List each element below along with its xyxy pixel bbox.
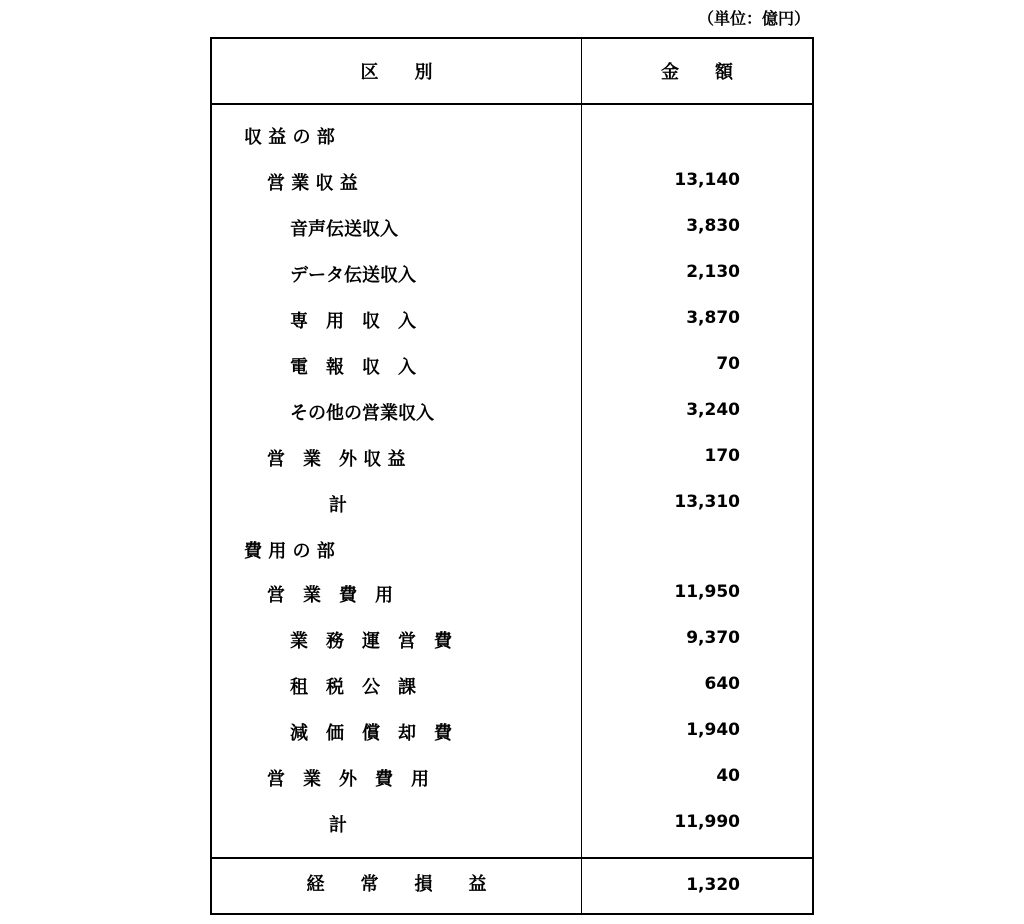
row-value: 1,940 [686,720,740,740]
table-row [212,399,812,429]
table-row [212,123,812,153]
table-row [212,261,812,291]
footer-row [212,870,812,900]
row-label-non-operating-revenue: 営 業 外 収 益 [267,449,406,470]
table-row [212,765,812,795]
table-row [212,581,812,611]
ordinary-profit-label: 経 常 損 益 [306,874,487,895]
row-value: 3,870 [686,308,740,328]
table-row [212,215,812,245]
row-value: 2,130 [686,262,740,282]
row-value: 13,310 [674,492,740,512]
row-value: 170 [704,446,740,466]
row-label-depreciation: 減 価 償 却 費 [290,723,452,744]
row-value: 11,950 [674,582,740,602]
table-row [212,307,812,337]
footer-divider [212,857,812,859]
row-value: 9,370 [686,628,740,648]
row-label-telegram: 電 報 収 入 [290,357,416,378]
row-label-business-operations: 業 務 運 営 費 [290,631,452,652]
row-value: 11,990 [674,812,740,832]
table-row [212,445,812,475]
row-label-non-operating-expenses: 営 業 外 費 用 [267,769,429,790]
income-statement-table [210,37,814,915]
row-label-expense-section: 費 用 の 部 [244,541,335,562]
row-value: 3,830 [686,216,740,236]
row-value: 640 [704,674,740,694]
row-value: 3,240 [686,400,740,420]
table-row [212,673,812,703]
row-label-leased-line: 専 用 収 入 [290,311,416,332]
ordinary-profit-value: 1,320 [686,875,740,895]
row-label-operating-expenses: 営 業 費 用 [267,585,393,606]
table-row [212,627,812,657]
table-row [212,537,812,567]
row-label-taxes: 租 税 公 課 [290,677,416,698]
row-label-revenue-section: 収 益 の 部 [244,127,335,148]
row-label-voice-transmission: 音声伝送収入 [290,219,398,240]
unit-note: （単位：億円） [697,9,810,28]
table-row [212,719,812,749]
table-row [212,169,812,199]
row-value: 70 [716,354,740,374]
row-label-other-operating: その他の営業収入 [290,403,434,424]
table-row [212,811,812,841]
header-amount: 金 額 [661,62,733,83]
row-label-revenue-total: 計 [329,495,347,516]
row-label-operating-revenue: 営 業 収 益 [267,173,358,194]
row-label-data-transmission: データ伝送収入 [290,265,416,286]
table-row [212,491,812,521]
row-value: 40 [716,766,740,786]
header-divider [212,103,812,105]
table-row [212,353,812,383]
row-label-expense-total: 計 [329,815,347,836]
row-value: 13,140 [674,170,740,190]
header-category: 区 別 [360,62,433,83]
